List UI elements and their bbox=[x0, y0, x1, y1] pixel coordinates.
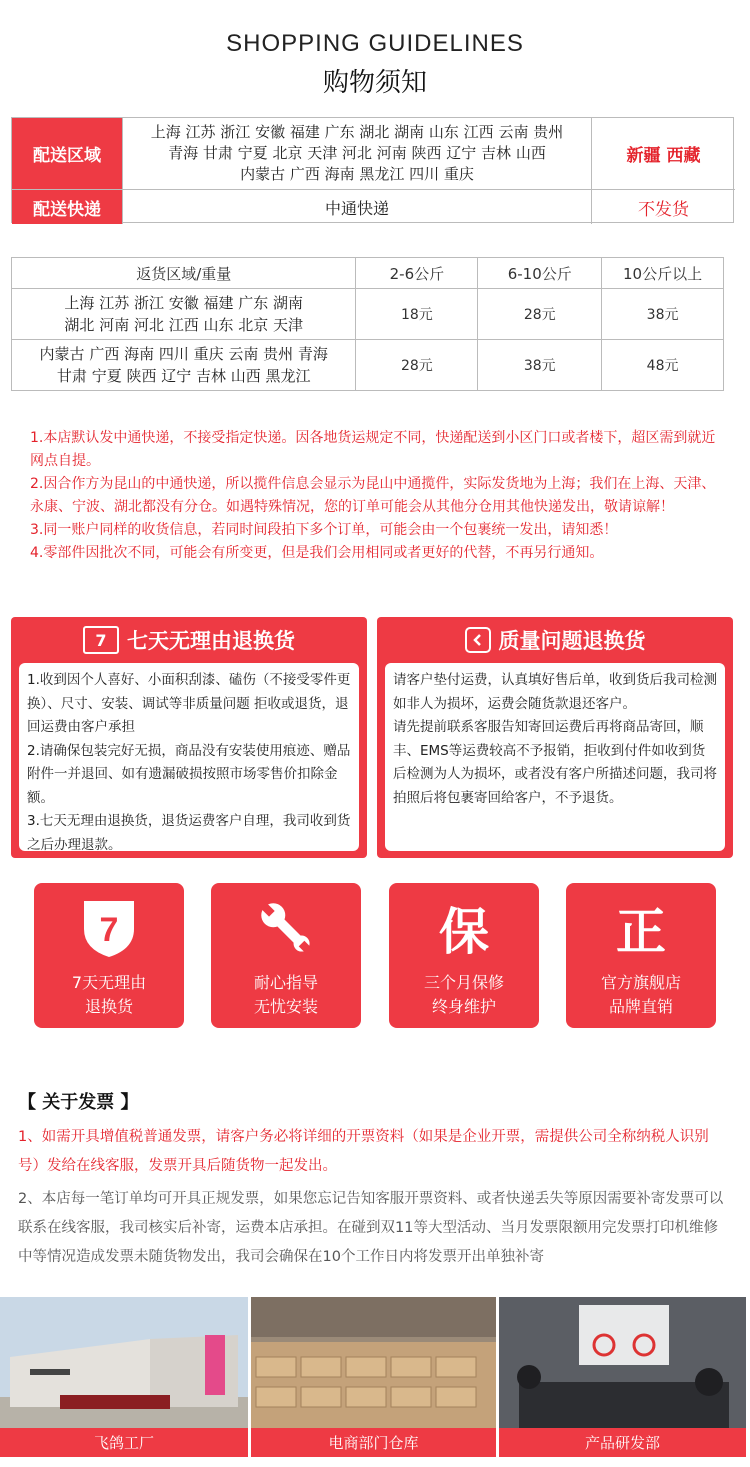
fee-cell: 28元 bbox=[478, 289, 602, 340]
seven-day-return-panel bbox=[11, 617, 367, 858]
factory-photo bbox=[0, 1297, 248, 1457]
rd-photo bbox=[499, 1297, 746, 1457]
feature-line: 品牌直销 bbox=[608, 997, 673, 1016]
zheng-glyph: 正 bbox=[616, 903, 666, 961]
region-line: 上海 江苏 浙江 安徽 福建 广东 湖南 bbox=[64, 294, 304, 312]
7-day-calendar-icon: 7 bbox=[83, 626, 119, 654]
quality-return-panel bbox=[377, 617, 733, 858]
feature-line: 退换货 bbox=[84, 997, 133, 1016]
feature-line: 无忧安装 bbox=[253, 997, 318, 1016]
warehouse-image bbox=[251, 1297, 496, 1428]
areas-line-1: 上海 江苏 浙江 安徽 福建 广东 湖北 湖南 山东 江西 云南 贵州 bbox=[150, 123, 564, 141]
warehouse-photo bbox=[251, 1297, 496, 1457]
fee-cell: 38元 bbox=[478, 340, 602, 391]
feature-text bbox=[211, 971, 361, 1019]
feature-text bbox=[34, 971, 184, 1019]
policy-item: 1.收到因个人喜好、小面积刮漆、磕伤（不接受零件更换）、尺寸、安装、调试等非质量问题 拒收或退货，退回运费由客户承担 bbox=[27, 672, 351, 735]
feature-line: 7天无理由 bbox=[71, 973, 147, 992]
table-header-row bbox=[12, 258, 724, 289]
table-row bbox=[12, 289, 724, 340]
header-weight-2: 6-10公斤 bbox=[478, 258, 602, 289]
policy-item: 请客户垫付运费，认真填好售后单，收到货后我司检测如非人为损坏，运费会随货款退还客户。 bbox=[393, 672, 717, 712]
feature-tile-installation bbox=[211, 883, 361, 1028]
region-cell bbox=[12, 340, 356, 391]
shipping-notices bbox=[30, 427, 725, 565]
fee-cell: 18元 bbox=[356, 289, 478, 340]
return-arrow-icon bbox=[465, 627, 491, 653]
wrench-icon bbox=[211, 897, 361, 959]
feature-line: 终身维护 bbox=[431, 997, 496, 1016]
photo-caption: 电商部门仓库 bbox=[251, 1428, 496, 1457]
table-row bbox=[12, 340, 724, 391]
policy-item: 3.七天无理由退换货，退货运费客户自理，我司收到货之后办理退款。 bbox=[27, 813, 351, 853]
invoice-item-2: 2、本店每一笔订单均可开具正规发票，如果您忘记告知客服开票资料、或者快递丢失等原因需要补寄发票可以联系在线客服，我司核实后补寄，运费本店承担。在碰到双11等大型活动、当月发票限额用完发票打印机维修中等情况造成发票未随货物发出，我司会确保在10个工作日内将发票开出单独补寄 bbox=[18, 1191, 724, 1265]
notice-item: 4.零部件因批次不同，可能会有所变更，但是我们会用相同或者更好的代替，不再另行通知。 bbox=[30, 545, 604, 561]
panel-title: 质量问题退换货 bbox=[498, 629, 646, 653]
carrier-name: 中通快递 bbox=[122, 189, 592, 224]
panel-header bbox=[377, 617, 733, 663]
region-line: 甘肃 宁夏 陕西 辽宁 吉林 山西 黑龙江 bbox=[56, 367, 311, 385]
policy-item: 2.请确保包装完好无损，商品没有安装使用痕迹、赠品附件一并退回、如有遗漏破损按照市场零售价扣除金额。 bbox=[27, 742, 351, 806]
page-title-cn: 购物须知 bbox=[322, 68, 427, 98]
bao-character-icon bbox=[389, 897, 539, 959]
feature-tile-official bbox=[566, 883, 716, 1028]
seven-shield-icon bbox=[34, 897, 184, 959]
areas-line-3: 内蒙古 广西 海南 黑龙江 四川 重庆 bbox=[240, 165, 474, 183]
feature-tile-warranty bbox=[389, 883, 539, 1028]
region-line: 湖北 河南 河北 江西 山东 北京 天津 bbox=[64, 316, 304, 334]
feature-tile-7-day bbox=[34, 883, 184, 1028]
header-weight-3: 10公斤以上 bbox=[602, 258, 724, 289]
panel-body bbox=[385, 663, 725, 851]
no-ship-note: 不发货 bbox=[592, 189, 735, 224]
shipping-table bbox=[11, 117, 734, 223]
return-fee-table bbox=[11, 257, 724, 391]
fee-cell: 28元 bbox=[356, 340, 478, 391]
notice-item: 1.本店默认发中通快递，不接受指定快递。因各地货运规定不同，快递配送到小区门口或者楼下，超区需到就近网点自提。 bbox=[30, 430, 716, 469]
notice-item: 3.同一账户同样的收货信息，若同时间段拍下多个订单，可能会由一个包裹统一发出，请知悉！ bbox=[30, 522, 618, 538]
photo-caption: 飞鸽工厂 bbox=[0, 1428, 248, 1457]
feature-line: 耐心指导 bbox=[253, 973, 318, 992]
notice-item: 2.因合作方为昆山的中通快递，所以揽件信息会显示为昆山中通揽件，实际发货地为上海；我们在上海、天津、永康、宁波、湖北都没有分仓。如遇特殊情况，您的订单可能会从其他分仓用其他快递发出，敬请谅解！ bbox=[30, 476, 716, 515]
feature-text bbox=[389, 971, 539, 1019]
zheng-character-icon bbox=[566, 897, 716, 959]
invoice-item-1: 1、如需开具增值税普通发票，请客户务必将详细的开票资料（如果是企业开票，需提供公司全称纳税人识别号）发给在线客服，发票开具后随货物一起发出。 bbox=[18, 1129, 709, 1174]
bao-glyph: 保 bbox=[439, 903, 489, 961]
panel-title: 七天无理由退换货 bbox=[127, 629, 295, 653]
shipping-areas bbox=[122, 118, 592, 189]
policy-item: 请先提前联系客服告知寄回运费后再将商品寄回，顺丰、EMS等运费较高不予报销，拒收到付件如收到货后检测为人为损坏，或者没有客户所描述问题，我司将拍照后将包裹寄回给客户，不予退货。 bbox=[393, 719, 717, 806]
excluded-areas: 新疆 西藏 bbox=[626, 146, 701, 166]
feature-text bbox=[566, 971, 716, 1019]
header-region: 返货区域/重量 bbox=[12, 258, 356, 289]
area-label: 配送区域 bbox=[12, 118, 122, 189]
region-cell bbox=[12, 289, 356, 340]
fee-cell: 48元 bbox=[602, 340, 724, 391]
panel-header bbox=[11, 617, 367, 663]
feature-line: 三个月保修 bbox=[423, 973, 504, 992]
page-title-en: SHOPPING GUIDELINES bbox=[226, 30, 524, 57]
fee-cell: 38元 bbox=[602, 289, 724, 340]
carrier-label: 配送快递 bbox=[12, 189, 122, 224]
rd-image bbox=[499, 1297, 746, 1428]
invoice-title: 【 关于发票 】 bbox=[18, 1092, 139, 1113]
photo-caption: 产品研发部 bbox=[499, 1428, 746, 1457]
svg-text:7: 7 bbox=[99, 911, 119, 949]
region-line: 内蒙古 广西 海南 四川 重庆 云南 贵州 青海 bbox=[39, 345, 328, 363]
factory-image bbox=[0, 1297, 248, 1428]
areas-line-2: 青海 甘肃 宁夏 北京 天津 河北 河南 陕西 辽宁 吉林 山西 bbox=[168, 144, 546, 162]
header-weight-1: 2-6公斤 bbox=[356, 258, 478, 289]
feature-line: 官方旗舰店 bbox=[600, 973, 681, 992]
panel-body bbox=[19, 663, 359, 851]
